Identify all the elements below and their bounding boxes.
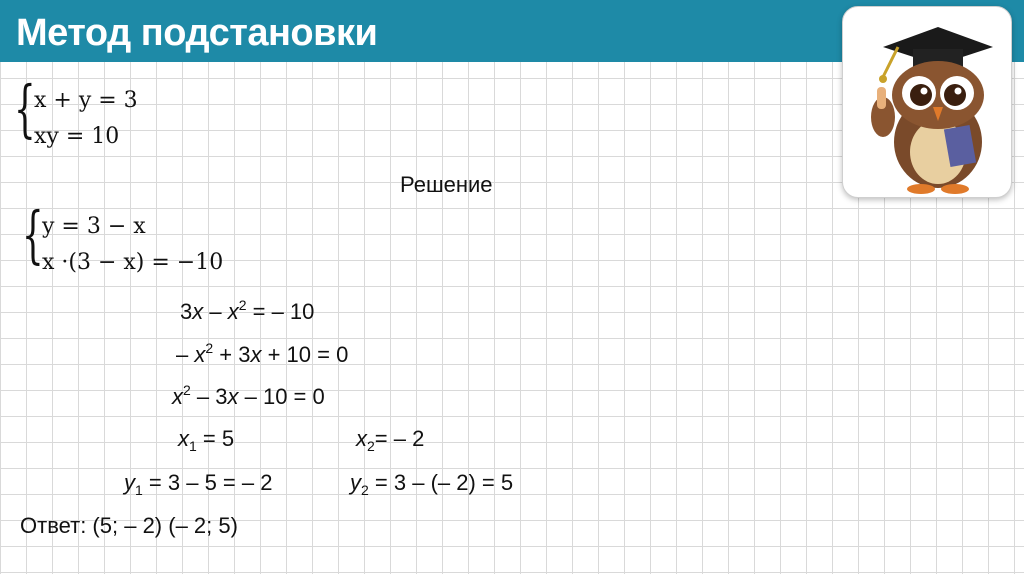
root-y1: $y_1 = 3 - 5$ = – 2 [124,470,273,498]
step-equation: – $x^2 + 3x + 10 = 0$ [176,340,349,367]
equation-row: x ·(3 − x) = −10 [42,250,224,275]
step-equation: $3x - x^2$ = – 10 [180,297,315,324]
brace-symbol: { [14,72,36,145]
owl-mascot-icon [843,7,1011,197]
step-equation: $x^2 - 3x - 10 = 0$ [172,382,325,409]
answer-line: Ответ: (5; – 2) (– 2; 5) [20,513,238,538]
solution-label: Решение [400,172,493,197]
root-x2: $x_2= - 2$ [356,426,425,454]
brace-symbol: { [22,198,44,271]
root-x1: $x_1 = 5$ [178,426,235,454]
equation-row: y = 3 − x [42,214,146,239]
page-title: Метод подстановки [16,12,378,54]
equation-row: xy = 10 [34,124,120,149]
equation-row: x + y = 3 [34,88,138,113]
owl-mascot [842,6,1012,198]
root-y2: $y_2 = 3$ – (– 2) = 5 [350,470,514,498]
